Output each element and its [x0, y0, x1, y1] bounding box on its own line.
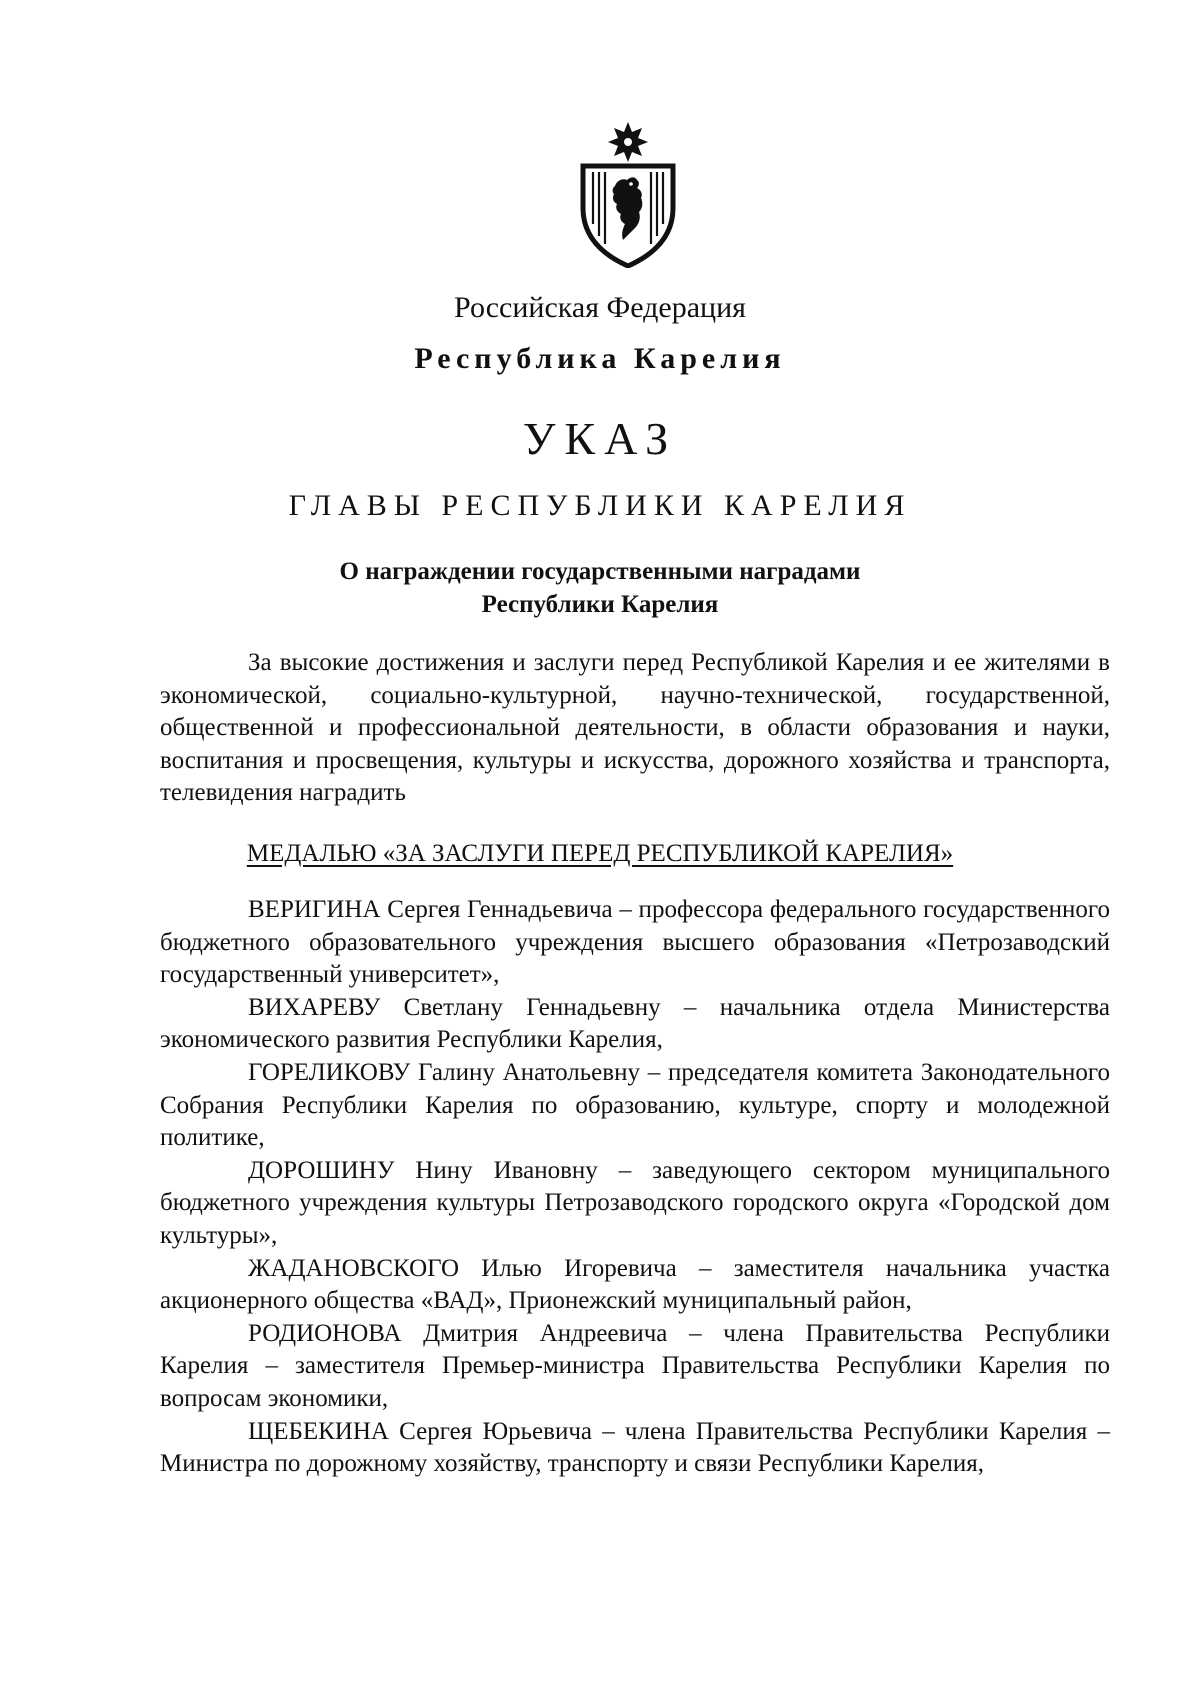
preamble-paragraph: За высокие достижения и заслуги перед Республикой Карелия и ее жителями в экономической, социально-культурной, научно-технической, государственной, общественной и профессиональной деятельности, в области образования и науки, воспитания и просвещения, культуры и искусства, дорожного хозяйства и транспорта, телевидения наградить — [160, 649, 1110, 807]
awardee-item: ДОРОШИНУ Нину Ивановну – заведующего сектором муниципального бюджетного учреждения культуры Петрозаводского городского округа «Городской дом культуры», — [160, 1156, 1110, 1249]
awardee-item: ГОРЕЛИКОВУ Галину Анатольевну – председателя комитета Законодательного Собрания Республики Карелия по образованию, культуре, спорту и молодежной политике, — [160, 1058, 1110, 1152]
awardee-item: ВЕРИГИНА Сергея Геннадьевича – профессора федерального государственного бюджетного образовательного учреждения высшего образования «Петрозаводский государственный университет», — [160, 896, 1110, 989]
awardee-item: ЖАДАНОВСКОГО Илью Игоревича – заместителя начальника участка акционерного общества «ВАД», Прионежский муниципальный район, — [160, 1254, 1110, 1315]
issuer-title: ГЛАВЫ РЕСПУБЛИКИ КАРЕЛИЯ — [288, 489, 912, 522]
document-type: УКАЗ — [522, 413, 678, 464]
award-title: МЕДАЛЬЮ «ЗА ЗАСЛУГИ ПЕРЕД РЕСПУБЛИКОЙ КАРЕЛИЯ» — [246, 840, 954, 867]
awardee-list — [160, 894, 1110, 1481]
country-name: Российская Федерация — [454, 291, 746, 324]
karelia-coat-of-arms-icon — [577, 120, 679, 268]
awardee-item: ЩЕБЕКИНА Сергея Юрьевича – члена Правительства Республики Карелия – Министра по дорожному хозяйству, транспорту и связи Республики Карелия, — [160, 1417, 1110, 1478]
subject-line-1: О награждении государственными наградами — [339, 558, 861, 585]
subject-line-2: Республики Карелия — [481, 591, 719, 618]
awardee-item: ВИХАРЕВУ Светлану Геннадьевну – начальника отдела Министерства экономического развития Республики Карелия, — [160, 993, 1110, 1054]
star-icon — [608, 122, 648, 162]
decree-subject — [0, 555, 1200, 621]
awardee-item: РОДИОНОВА Дмитрия Андреевича – члена Правительства Республики Карелия – заместителя Премьер-министра Правительства Республики Карелия по вопросам экономики, — [160, 1319, 1110, 1412]
republic-name: Республика Карелия — [414, 342, 786, 375]
